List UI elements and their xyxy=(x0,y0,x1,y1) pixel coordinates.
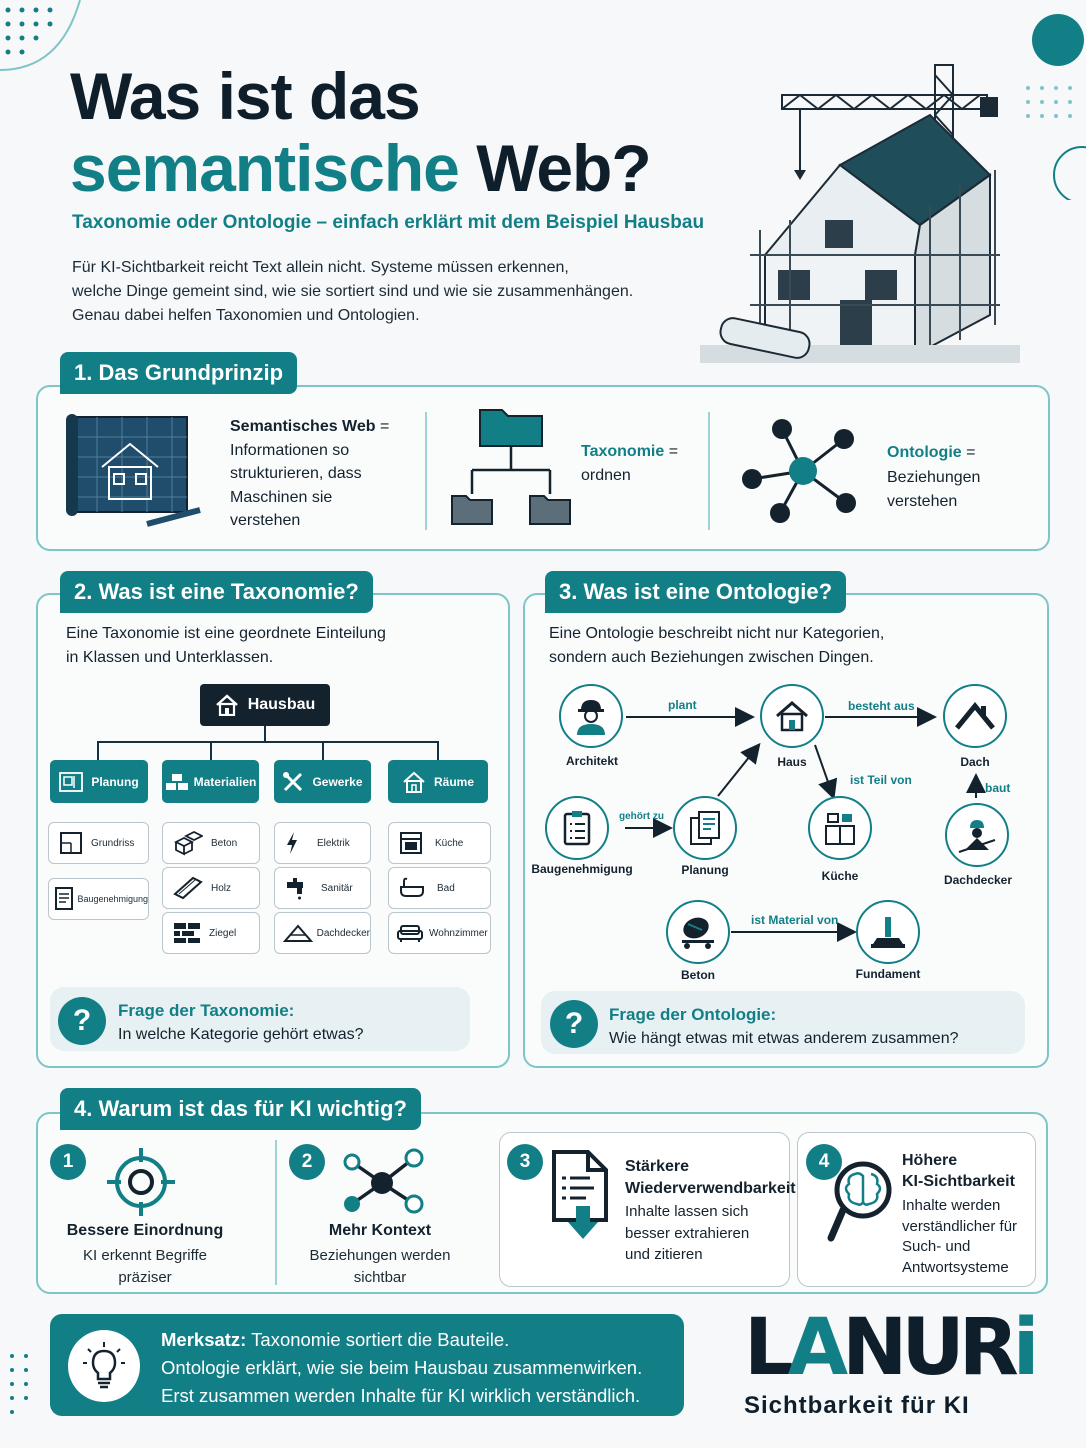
relation-baut: baut xyxy=(985,781,1011,795)
definition-line: strukturieren, dass xyxy=(230,465,362,482)
grundprinzip-taxonomie xyxy=(581,440,678,488)
leaf-label: Küche xyxy=(435,837,464,849)
category-label: Räume xyxy=(433,774,474,789)
leaf-label: Bad xyxy=(437,882,455,894)
section-tag-3: 3. Was ist eine Ontologie? xyxy=(545,571,846,613)
brick-wall-icon xyxy=(173,922,201,944)
folder-hierarchy-icon xyxy=(450,402,572,528)
root-label: Hausbau xyxy=(247,696,316,713)
node-label-baugenehmigung: Baugenehmigung xyxy=(531,862,633,876)
card-title-line: Wiederverwendbarkeit xyxy=(625,1180,796,1197)
node-dachdecker xyxy=(945,803,1009,867)
node-label-fundament: Fundament xyxy=(855,967,921,981)
equals-sign: = xyxy=(664,443,679,460)
sofa-icon xyxy=(396,923,424,943)
divider xyxy=(425,412,427,530)
node-beton xyxy=(666,900,730,964)
card-title: Bessere Einordnung xyxy=(66,1222,224,1239)
floorplan-icon xyxy=(59,831,83,855)
category-raeume xyxy=(388,760,488,803)
section-tag-4: 4. Warum ist das für KI wichtig? xyxy=(60,1088,421,1130)
node-fundament xyxy=(856,900,920,964)
leaf-label: Ziegel xyxy=(209,927,237,939)
lanuri-logo xyxy=(744,1303,1044,1420)
leaf-label: Grundriss xyxy=(91,837,135,849)
title-web: Web? xyxy=(476,131,651,205)
relation-ist-material-von: ist Material von xyxy=(751,913,839,927)
house-icon xyxy=(774,700,810,732)
question-text: In welche Kategorie gehört etwas? xyxy=(118,1026,364,1043)
question-icon: ? xyxy=(550,1000,598,1048)
card-line: verständlicher für xyxy=(902,1217,1018,1235)
leaf-sanitaer xyxy=(274,867,371,909)
card-line: Antwortsysteme xyxy=(902,1258,1009,1276)
node-label-architekt: Architekt xyxy=(565,754,618,768)
ontologie-definition-line: verstehen xyxy=(887,493,958,510)
card-number: 2 xyxy=(289,1144,325,1180)
card-title: Mehr Kontext xyxy=(328,1222,432,1239)
tree-connector xyxy=(210,741,212,760)
node-label-beton: Beton xyxy=(681,968,715,982)
leaf-kueche xyxy=(388,822,491,864)
grundprinzip-ontologie xyxy=(887,441,980,515)
intro-line: Für KI-Sichtbarkeit reicht Text allein nicht. Systeme müssen erkennen, xyxy=(72,259,569,276)
kitchen-icon xyxy=(822,810,858,846)
intro-line: welche Dinge gemeint sind, wie sie sortiert sind und wie sie zusammenhängen. xyxy=(72,283,634,300)
card-title-line: Stärkere xyxy=(625,1158,690,1175)
concrete-mixer-icon xyxy=(678,914,718,950)
card-line: Such- und xyxy=(902,1238,971,1255)
taxonomie-term: Taxonomie xyxy=(581,443,665,460)
description-line: in Klassen und Unterklassen. xyxy=(66,649,274,666)
category-label: Planung xyxy=(91,774,139,789)
tree-connector xyxy=(437,741,439,760)
tree-connector xyxy=(97,741,438,743)
description-line: Eine Taxonomie ist eine geordnete Einteilung xyxy=(66,625,386,642)
leaf-label: Elektrik xyxy=(317,837,350,849)
card-line: besser extrahieren xyxy=(625,1224,750,1242)
blueprint-icon xyxy=(59,772,83,792)
ontologie-question xyxy=(609,1003,958,1051)
leaf-label: Baugenehmigung xyxy=(77,894,148,904)
leaf-label: Wohnzimmer xyxy=(429,927,488,939)
leaf-label: Dachdecker xyxy=(316,927,370,939)
logo-tagline: Sichtbarkeit für KI xyxy=(744,1392,970,1419)
house-icon xyxy=(215,694,239,716)
house-construction-illustration xyxy=(690,55,1040,380)
merksatz-line: Ontologie erklärt, wie sie beim Hausbau zusammenwirken. xyxy=(161,1357,643,1378)
target-icon xyxy=(105,1146,177,1218)
taxonomie-question xyxy=(118,999,363,1047)
lightbulb-badge xyxy=(68,1330,140,1402)
question-title: Frage der Ontologie: xyxy=(609,1005,777,1024)
architect-icon xyxy=(572,696,610,736)
cubes-icon xyxy=(173,830,203,856)
tree-connector xyxy=(322,741,324,760)
leaf-label: Holz xyxy=(211,882,232,894)
tools-icon xyxy=(282,771,304,793)
lightbulb-icon xyxy=(81,1341,127,1391)
card-title xyxy=(625,1156,796,1200)
card-line: Inhalte lassen sich xyxy=(625,1203,749,1220)
tree-connector xyxy=(264,726,266,742)
relation-besteht-aus: besteht aus xyxy=(848,699,915,713)
stove-icon xyxy=(399,831,423,855)
relation-plant: plant xyxy=(668,698,697,712)
title-line-2 xyxy=(70,130,651,206)
leaf-baugenehmigung xyxy=(48,878,149,920)
title-semantische: semantische xyxy=(70,131,459,205)
decorative-dots-bottom-left xyxy=(4,1350,44,1430)
subtitle: Taxonomie oder Ontologie – einfach erklärt mit dem Beispiel Hausbau xyxy=(72,212,705,233)
semantisches-web-term: Semantisches Web xyxy=(230,418,376,435)
merksatz-line: Erst zusammen werden Inhalte für KI wirklich verständlich. xyxy=(161,1385,641,1406)
node-label-dach: Dach xyxy=(960,755,990,769)
card-line: sichtbar xyxy=(353,1269,407,1286)
taxonomie-definition: ordnen xyxy=(581,467,631,484)
title-line-1: Was ist das xyxy=(70,59,420,133)
tree-connector xyxy=(97,741,99,760)
equals-sign: = xyxy=(375,418,390,435)
document-download-icon xyxy=(548,1150,612,1242)
card-description xyxy=(625,1201,749,1266)
merksatz-label: Merksatz: xyxy=(161,1329,247,1350)
intro-line: Genau dabei helfen Taxonomien und Ontologien. xyxy=(72,307,420,324)
node-dach xyxy=(943,684,1007,748)
card-number: 4 xyxy=(806,1144,842,1180)
document-icon xyxy=(54,886,74,912)
divider xyxy=(275,1140,277,1285)
taxonomie-description xyxy=(66,622,386,670)
card-line: Inhalte werden xyxy=(902,1197,1001,1214)
leaf-dachdecker xyxy=(274,912,371,954)
leaf-label: Beton xyxy=(211,837,238,849)
node-label-kueche: Küche xyxy=(821,869,859,883)
node-kueche xyxy=(808,796,872,860)
node-label-haus: Haus xyxy=(777,755,807,769)
card-number: 1 xyxy=(50,1144,86,1180)
leaf-wohnzimmer xyxy=(388,912,491,954)
category-label: Gewerke xyxy=(312,774,363,789)
definition-line: Informationen so xyxy=(230,441,350,459)
merksatz-line: Taxonomie sortiert die Bauteile. xyxy=(246,1329,510,1350)
equals-sign: = xyxy=(961,444,976,461)
leaf-ziegel xyxy=(162,912,260,954)
tree-root-hausbau xyxy=(200,684,330,726)
bathtub-icon xyxy=(399,877,425,899)
description-line: Eine Ontologie beschreibt nicht nur Kategorien, xyxy=(549,625,885,642)
definition-line: Maschinen sie xyxy=(230,488,333,506)
leaf-bad xyxy=(388,867,491,909)
blueprint-icon xyxy=(62,412,202,530)
logo-wordmark: LANURi xyxy=(744,1303,1034,1393)
brain-search-icon xyxy=(825,1158,895,1246)
divider xyxy=(708,412,710,530)
card-line: und zitieren xyxy=(625,1246,703,1263)
category-label: Materialien xyxy=(193,774,257,789)
node-planung xyxy=(673,796,737,860)
card-line: präziser xyxy=(118,1269,172,1286)
leaf-grundriss xyxy=(48,822,149,864)
bricks-icon xyxy=(165,772,189,792)
roofer-icon xyxy=(957,816,997,854)
leaf-elektrik xyxy=(274,822,371,864)
network-graph-icon xyxy=(740,415,865,527)
section-tag-2: 2. Was ist eine Taxonomie? xyxy=(60,571,373,613)
roof-icon xyxy=(955,702,995,730)
documents-icon xyxy=(687,810,723,846)
grundprinzip-semantisches-web xyxy=(230,415,389,533)
lightning-icon xyxy=(285,831,299,855)
definition-line: verstehen xyxy=(230,512,301,529)
roof-icon xyxy=(283,923,313,943)
card-title xyxy=(902,1150,1015,1192)
card-line: Beziehungen werden xyxy=(309,1247,451,1264)
card-description xyxy=(902,1196,1017,1278)
ontologie-definition-line: Beziehungen xyxy=(887,468,981,486)
checklist-icon xyxy=(562,810,592,846)
node-baugenehmigung xyxy=(545,796,609,860)
card-title-line: KI-Sichtbarkeit xyxy=(902,1173,1015,1190)
leaf-beton xyxy=(162,822,260,864)
category-planung xyxy=(50,760,148,803)
node-label-dachdecker: Dachdecker xyxy=(943,873,1013,887)
ontologie-term: Ontologie xyxy=(887,444,962,461)
question-title: Frage der Taxonomie: xyxy=(118,1001,295,1020)
category-gewerke xyxy=(274,760,371,803)
card-title-line: Höhere xyxy=(902,1152,958,1169)
description-line: sondern auch Beziehungen zwischen Dingen. xyxy=(549,649,874,666)
card-description xyxy=(55,1245,235,1289)
foundation-icon xyxy=(869,914,907,950)
relation-gehoert-zu: gehört zu xyxy=(619,811,664,822)
relation-ist-teil-von: ist Teil von xyxy=(850,773,912,787)
leaf-label: Sanitär xyxy=(321,882,353,894)
card-description xyxy=(290,1245,470,1289)
node-architekt xyxy=(559,684,623,748)
network-icon xyxy=(338,1146,428,1218)
wood-plank-icon xyxy=(173,876,203,900)
card-line: KI erkennt Begriffe xyxy=(83,1247,207,1264)
question-icon: ? xyxy=(58,997,106,1045)
card-number: 3 xyxy=(507,1144,543,1180)
section-tag-1: 1. Das Grundprinzip xyxy=(60,352,297,394)
leaf-holz xyxy=(162,867,260,909)
node-haus xyxy=(760,684,824,748)
question-text: Wie hängt etwas mit etwas anderem zusammen? xyxy=(609,1030,959,1047)
house-outline-icon xyxy=(402,771,426,793)
faucet-icon xyxy=(285,876,307,900)
merksatz-text xyxy=(161,1326,642,1410)
intro-text xyxy=(72,256,712,328)
node-label-planung: Planung xyxy=(681,863,729,877)
category-materialien xyxy=(162,760,259,803)
